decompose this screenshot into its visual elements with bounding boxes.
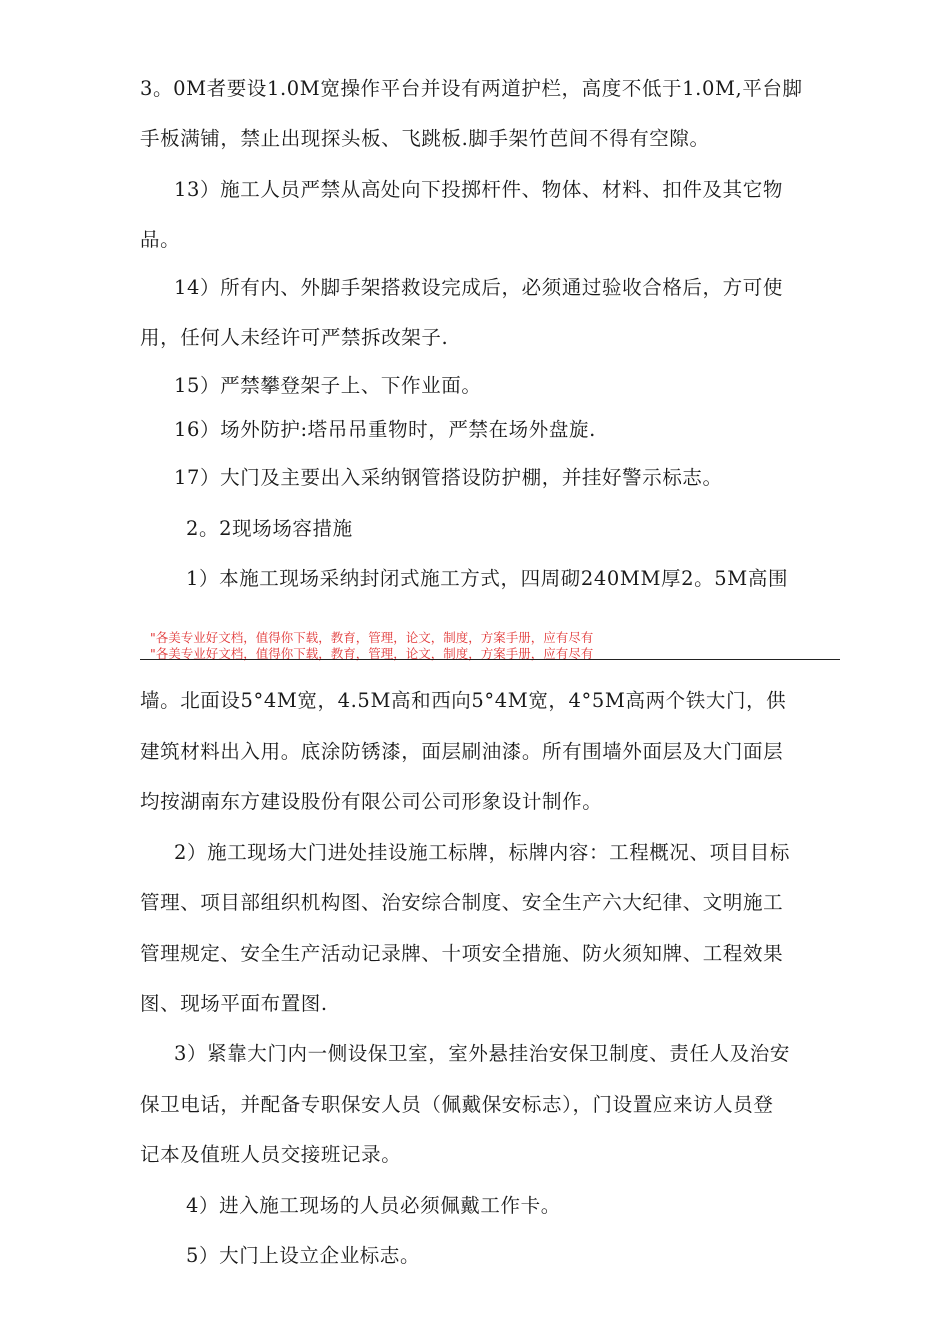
paragraph-line: 用，任何人未经许可严禁拆改架子. bbox=[140, 326, 449, 349]
paragraph-line: 均按湖南东方建设股份有限公司公司形象设计制作。 bbox=[140, 790, 603, 813]
paragraph-line: 16）场外防护:塔吊吊重物时，严禁在场外盘旋. bbox=[174, 418, 596, 441]
page-divider bbox=[140, 659, 840, 660]
paragraph-line: 记本及值班人员交接班记录。 bbox=[140, 1143, 402, 1166]
paragraph-line: 建筑材料出入用。底涂防锈漆，面层刷油漆。所有围墙外面层及大门面层 bbox=[140, 740, 784, 763]
footer-note: "各美专业好文档，值得你下载，教育，管理，论文，制度，方案手册，应有尽有 bbox=[150, 630, 594, 645]
paragraph-line: 图、现场平面布置图. bbox=[140, 992, 328, 1015]
paragraph-line: 3）紧靠大门内一侧设保卫室，室外悬挂治安保卫制度、责任人及治安 bbox=[174, 1042, 791, 1065]
paragraph-line: 保卫电话，并配备专职保安人员（佩戴保安标志），门设置应来访人员登 bbox=[140, 1093, 774, 1116]
paragraph-line: 2）施工现场大门进处挂设施工标牌，标牌内容：工程概况、项目目标 bbox=[174, 841, 791, 864]
paragraph-line: 14）所有内、外脚手架搭救设完成后，必须通过验收合格后，方可使 bbox=[174, 276, 783, 299]
paragraph-line: 1）本施工现场采纳封闭式施工方式，四周砌240MM厚2。5M高围 bbox=[186, 567, 789, 590]
footer-note: "各美专业好文档，值得你下载，教育，管理，论文，制度，方案手册，应有尽有 bbox=[150, 646, 594, 661]
paragraph-line: 15）严禁攀登架子上、下作业面。 bbox=[174, 374, 482, 397]
paragraph-line: 墙。北面设5°4M宽，4.5M高和西向5°4M宽，4°5M高两个铁大门，供 bbox=[140, 689, 787, 712]
paragraph-line: 13）施工人员严禁从高处向下投掷杆件、物体、材料、扣件及其它物 bbox=[174, 178, 783, 201]
paragraph-line: 5）大门上设立企业标志。 bbox=[186, 1244, 421, 1267]
paragraph-line: 管理规定、安全生产活动记录牌、十项安全措施、防火须知牌、工程效果 bbox=[140, 942, 784, 965]
paragraph-line: 4）进入施工现场的人员必须佩戴工作卡。 bbox=[186, 1194, 561, 1217]
paragraph-line: 手板满铺，禁止出现探头板、飞跳板.脚手架竹芭间不得有空隙。 bbox=[140, 127, 710, 150]
paragraph-line: 管理、项目部组织机构图、治安综合制度、安全生产六大纪律、文明施工 bbox=[140, 891, 784, 914]
paragraph-line: 3。0M者要设1.0M宽操作平台并设有两道护栏，高度不低于1.0M,平台脚 bbox=[140, 77, 803, 100]
paragraph-line: 17）大门及主要出入采纳钢管搭设防护棚，并挂好警示标志。 bbox=[174, 466, 723, 489]
paragraph-line: 品。 bbox=[140, 228, 181, 251]
section-heading: 2。2现场场容措施 bbox=[186, 517, 353, 540]
